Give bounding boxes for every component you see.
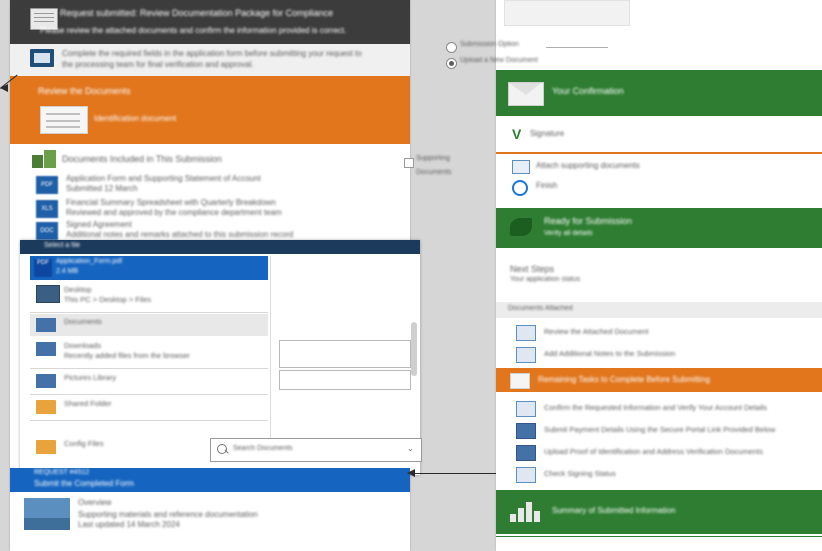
task-label: Submit Payment Details Using the Secure Portal Link Provided Below: [544, 425, 776, 434]
instruction-line-2: the processing team for final verification and approval.: [62, 60, 254, 69]
selected-file-size: 2.4 MB: [56, 268, 79, 275]
review-documents-section: [10, 76, 410, 144]
document-row-title: Signed Agreement: [66, 220, 132, 229]
card-icon: [512, 160, 530, 174]
file-icon: [516, 325, 536, 341]
file-picker-item-shared[interactable]: [30, 396, 268, 418]
selected-file-name: Application_Form.pdf: [56, 258, 123, 265]
overview-line-2: Supporting materials and reference documentation: [78, 510, 258, 519]
remaining-tasks-title: Remaining Tasks to Complete Before Submitting: [538, 375, 710, 384]
office-building-icon: [32, 150, 56, 168]
file-picker-preview-pane: [270, 256, 419, 446]
ready-title: Ready for Submission: [544, 216, 633, 226]
file-picker-item-label: Desktop: [64, 285, 92, 294]
file-picker-title: Select a file: [44, 242, 81, 249]
id-card-caption: Identification document: [94, 114, 177, 123]
documents-attached-strip: [496, 302, 822, 318]
left-document-panel: [10, 0, 414, 551]
next-steps-title: Next Steps: [510, 264, 555, 274]
monitor-icon: [36, 285, 60, 303]
checklist-icon: [510, 373, 530, 389]
file-picker-item-sub: This PC > Desktop > Files: [64, 295, 152, 304]
folder-icon: [36, 342, 56, 356]
document-row-sub: Reviewed and approved by the compliance department team: [66, 208, 282, 217]
task-row-signing-status[interactable]: [496, 462, 822, 488]
file-picker-selected-item[interactable]: [30, 256, 268, 280]
folder-icon: [36, 440, 56, 454]
document-row-title: Application Form and Supporting Statement of Account: [66, 174, 261, 183]
file-picker-item-desktop[interactable]: [30, 282, 268, 310]
preview-box: [279, 340, 411, 368]
file-picker-item-sub: Recently added files from the browser: [64, 351, 190, 360]
leaf-icon: [510, 218, 532, 236]
attachment-row-notes[interactable]: [496, 342, 822, 368]
file-picker-item-label: Pictures Library: [64, 373, 117, 382]
bar-chart-icon: [510, 502, 542, 522]
document-header: [10, 0, 410, 44]
xls-icon: XLS: [36, 200, 58, 218]
doc-icon: DOC: [36, 222, 58, 240]
folder-icon: [36, 318, 56, 332]
pdf-icon: PDF: [34, 259, 52, 277]
attachment-label: Review the Attached Document: [544, 327, 649, 336]
divider: [30, 312, 268, 313]
divider: [30, 420, 268, 421]
next-steps-subtitle: Your application status: [510, 276, 581, 283]
chevron-down-icon[interactable]: ⌄: [407, 444, 414, 453]
radio-label: Submission Option: [460, 41, 519, 48]
attachment-label: Add Additional Notes to the Submission: [544, 349, 676, 358]
submission-options[interactable]: [460, 34, 822, 72]
radio-circle-selected-icon: [446, 58, 457, 69]
summary-title: Summary of Submitted Information: [552, 506, 676, 515]
document-row[interactable]: [10, 174, 410, 198]
attach-documents-label: Attach supporting documents: [536, 161, 640, 170]
file-icon: [516, 347, 536, 363]
document-row[interactable]: [10, 198, 410, 222]
signature-row: [496, 118, 822, 154]
right-form-panel: [460, 0, 822, 551]
file-picker-item-label: Downloads: [64, 341, 102, 350]
side-note-line-1: Supporting: [416, 155, 450, 162]
radio-circle-icon: [446, 42, 457, 53]
form-icon: [516, 401, 536, 417]
folder-icon: [36, 374, 56, 388]
arrow-to-search-line: [415, 473, 497, 474]
file-picker-window[interactable]: [20, 240, 420, 475]
divider: [30, 368, 268, 369]
confirmation-title: Your Confirmation: [552, 86, 624, 96]
remaining-tasks-band: [496, 368, 822, 392]
radio-label: Upload a New Document: [460, 57, 538, 64]
document-row-title: Financial Summary Spreadsheet with Quarterly Breakdown: [66, 198, 276, 207]
request-banner: [10, 468, 410, 492]
id-card-icon: [40, 106, 88, 134]
arrow-to-orange-head: [0, 84, 8, 92]
file-picker-item-label: Config Files: [64, 439, 104, 448]
documents-included-section: [10, 144, 410, 240]
folder-icon: [36, 400, 56, 414]
arrow-to-search-head: [407, 469, 415, 477]
request-id: REQUEST #4512: [34, 469, 90, 476]
document-row-sub: Additional notes and remarks attached to this submission record: [66, 230, 294, 239]
file-picker-item-label: Shared Folder: [64, 399, 112, 408]
ready-for-submission-band: [496, 208, 822, 248]
task-label: Check Signing Status: [544, 469, 616, 478]
summary-footer: [496, 490, 822, 534]
radio-upload-new-document[interactable]: [446, 56, 616, 70]
instruction-note: [10, 44, 410, 76]
form-icon: [516, 445, 536, 461]
file-picker-item-pictures[interactable]: [30, 370, 268, 392]
file-picker-item-label: Documents: [64, 317, 102, 326]
overview-title: Overview: [78, 498, 112, 507]
preview-box-secondary: [279, 370, 411, 390]
building-photo: [24, 498, 70, 530]
file-picker-item-documents[interactable]: [30, 314, 268, 336]
scrollbar[interactable]: [411, 322, 417, 376]
circle-icon: [512, 180, 528, 196]
file-picker-item-downloads[interactable]: [30, 338, 268, 366]
document-subtitle: Please review the attached documents and confirm the information provided is correct.: [40, 26, 347, 35]
signature-title: Signature: [530, 129, 565, 138]
pdf-icon: PDF: [36, 176, 58, 194]
search-icon: [217, 444, 227, 454]
form-icon: [516, 423, 536, 439]
finish-row[interactable]: [496, 176, 822, 200]
search-input[interactable]: [210, 438, 422, 462]
documents-included-heading: Documents Included in This Submission: [62, 154, 222, 164]
brand-logo-icon: V: [512, 126, 522, 142]
document-row-sub: Submitted 12 March: [66, 184, 138, 193]
form-badge-icon: [30, 49, 54, 67]
note-marker: [404, 158, 414, 168]
document-title: Request submitted: Review Documentation Package for Compliance: [60, 8, 334, 18]
next-steps-section: [496, 262, 822, 288]
request-banner-title: Submit the Completed Form: [34, 479, 135, 488]
form-icon: [516, 467, 536, 483]
documents-attached-label: Documents Attached: [508, 305, 573, 312]
envelope-icon: [508, 82, 544, 106]
search-input-value: Search Documents: [233, 445, 293, 452]
divider: [30, 394, 268, 395]
task-label: Upload Proof of Identification and Address Verification Documents: [544, 447, 763, 456]
task-label: Confirm the Requested Information and Verify Your Account Details: [544, 403, 768, 412]
file-picker-titlebar: [20, 240, 420, 254]
overview-section: [10, 492, 410, 551]
review-documents-heading: Review the Documents: [38, 86, 131, 96]
instruction-line-1: Complete the required fields in the application form before submitting your request to: [62, 49, 362, 58]
radio-submission-option[interactable]: [446, 40, 616, 54]
finish-label: Finish: [536, 181, 558, 190]
overview-line-3: Last updated 14 March 2024: [78, 520, 180, 529]
radio-underline: [546, 47, 608, 48]
top-card: [504, 0, 630, 26]
footer-strip: [496, 536, 822, 551]
side-note-line-2: Documents: [416, 169, 452, 176]
confirmation-header: [496, 70, 822, 116]
ready-subtitle: Verify all details: [544, 230, 593, 237]
